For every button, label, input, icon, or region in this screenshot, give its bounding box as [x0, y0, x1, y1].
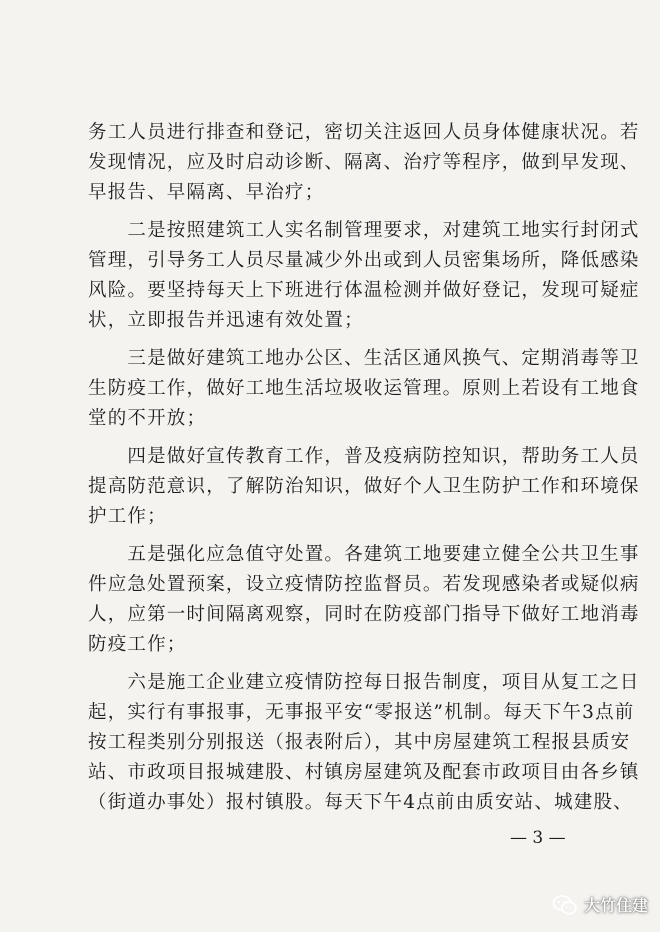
text-line: 五是强化应急值守处置。各建筑工地要建立健全公共卫生事 [88, 544, 640, 565]
text-line: 提高防范意识，了解防治知识，做好个人卫生防护工作和环境保 [88, 476, 640, 497]
watermark-text: 大竹住建 [583, 896, 648, 915]
text-line: 护工作； [88, 506, 167, 527]
text-line: 件应急处置预案，设立疫情防控监督员。若发现感染者或疑似病 [88, 574, 640, 595]
document-body [88, 118, 640, 818]
text-line: 按工程类别分别报送（报表附后），其中房屋建筑工程报县质安 [88, 732, 631, 753]
text-line: 三是做好建筑工地办公区、生活区通风换气、定期消毒等卫 [88, 348, 640, 369]
text-line: 发现情况，应及时启动诊断、隔离、治疗等程序，做到早发现、 [88, 152, 640, 173]
text-line: 风险。要坚持每天上下班进行体温检测并做好登记，发现可疑症 [88, 280, 640, 301]
text-line: 状，立即报告并迅速有效处置； [88, 310, 364, 331]
text-line: 起，实行有事报事，无事报平安“零报送”机制。每天下午3点前 [88, 702, 635, 723]
text-line: 生防疫工作，做好工地生活垃圾收运管理。原则上若设有工地食 [88, 378, 640, 399]
watermark [552, 893, 648, 916]
text-line: 四是做好宣传教育工作，普及疫病防控知识，帮助务工人员 [88, 446, 640, 467]
text-line: 管理，引导务工人员尽量减少外出或到人员密集场所，降低感染 [88, 250, 640, 271]
text-line: 站、市政项目报城建股、村镇房屋建筑及配套市政项目由各乡镇 [88, 762, 640, 783]
text-line: 务工人员进行排查和登记，密切关注返回人员身体健康状况。若 [88, 122, 640, 143]
text-line: 人，应第一时间隔离观察，同时在防疫部门指导下做好工地消毒 [88, 604, 640, 625]
page-number: — 3 — [510, 828, 566, 848]
text-line: 防疫工作； [88, 634, 187, 655]
text-line: （街道办事处）报村镇股。每天下午4点前由质安站、城建股、 [88, 792, 633, 813]
text-line: 堂的不开放； [88, 408, 207, 429]
text-line: 早报告、早隔离、早治疗； [88, 182, 325, 203]
text-line: 六是施工企业建立疫情防控每日报告制度，项目从复工之日 [88, 672, 640, 693]
wechat-icon [552, 894, 578, 916]
text-line: 二是按照建筑工人实名制管理要求，对建筑工地实行封闭式 [88, 220, 640, 241]
